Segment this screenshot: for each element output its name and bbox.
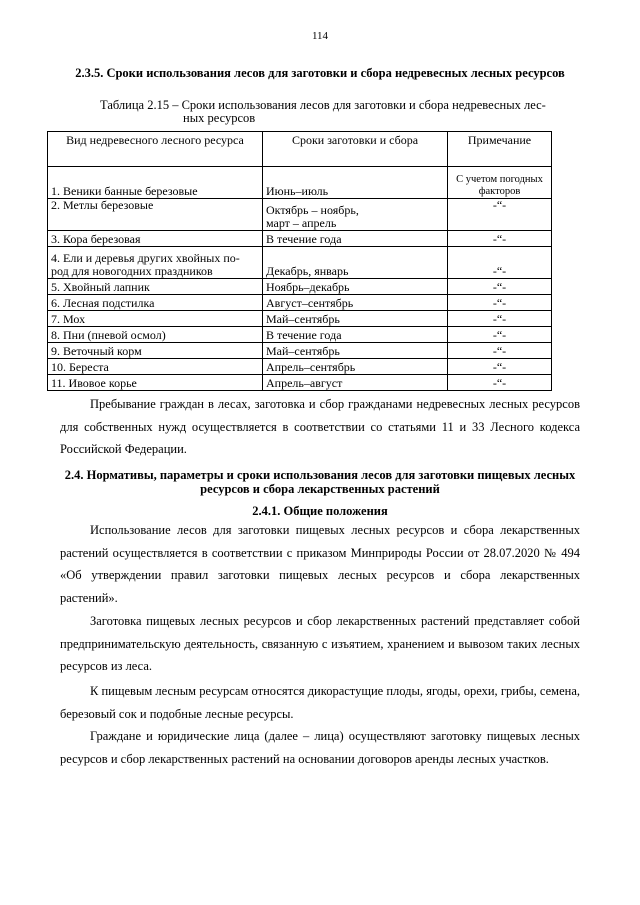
cell-note: -“- [448,343,552,359]
table-row [48,359,552,375]
cell-period: Август–сентябрь [263,295,448,311]
cell-period: В течение года [263,231,448,247]
cell-resource-line-2: род для новогодних праздников [51,264,213,278]
paragraph-lease-basis: Граждане и юридические лица (далее – лица) осуществляют заготовку пищевых лесных ресурсов и сбор лекарственных растений на основании договоров аренды лесных участков. [60,729,580,766]
cell-note: -“- [448,279,552,295]
table-row [48,295,552,311]
cell-note: -“- [448,375,552,391]
cell-resource: 10. Береста [48,359,263,375]
cell-period-line-2: март – апрель [266,216,337,230]
cell-note: -“- [448,311,552,327]
paragraph-food-resources: К пищевым лесным ресурсам относятся дикорастущие плоды, ягоды, орехи, грибы, семена, березовый сок и подобные лесные ресурсы. [60,684,580,721]
table-row [48,327,552,343]
cell-note: -“- [448,231,552,247]
cell-note: С учетом погодных факторов [448,167,552,199]
table-row [48,279,552,295]
cell-resource: 11. Ивовое корье [48,375,263,391]
header-note: Примечание [448,132,552,167]
cell-resource: 9. Веточный корм [48,343,263,359]
table-row [48,311,552,327]
resources-table [47,131,552,391]
cell-resource: 7. Мох [48,311,263,327]
cell-note: -“- [448,359,552,375]
cell-resource-line-1: 4. Ели и деревья других хвойных по- [51,251,240,265]
cell-period: Ноябрь–декабрь [263,279,448,295]
cell-note: -“- [448,295,552,311]
table-row [48,231,552,247]
cell-period: Май–сентябрь [263,343,448,359]
cell-period: Апрель–сентябрь [263,359,448,375]
table-row [48,247,552,279]
table-header-row [48,132,552,167]
section-2-4-1-title: 2.4.1. Общие положения [252,504,388,518]
page-number: 114 [311,30,329,42]
cell-resource: 5. Хвойный лапник [48,279,263,295]
cell-note: -“- [448,247,552,279]
cell-period: В течение года [263,327,448,343]
cell-note: -“- [448,327,552,343]
section-2-3-5-title: 2.3.5. Сроки использования лесов для заготовки и сбора недревесных лесных ресурсов [75,66,565,80]
header-resource: Вид недревесного лесного ресурса [48,132,263,167]
cell-resource: 8. Пни (пневой осмол) [48,327,263,343]
table-row [48,167,552,199]
header-period: Сроки заготовки и сбора [263,132,448,167]
cell-period: Июнь–июль [263,167,448,199]
cell-resource: 1. Веники банные березовые [48,167,263,199]
cell-resource: 3. Кора березовая [48,231,263,247]
cell-period: Май–сентябрь [263,311,448,327]
cell-resource: 2. Метлы березовые [48,199,263,231]
table-row [48,343,552,359]
cell-note: -“- [448,199,552,231]
table-row [48,375,552,391]
paragraph-forest-stay: Пребывание граждан в лесах, заготовка и сбор гражданами недревесных лесных ресурсов для собственных нужд осуществляется в соответствии со статьями 11 и 33 Лесного кодекса Российской Федерации. [60,397,580,456]
table-row [48,199,552,231]
table-caption [100,99,555,125]
paragraph-business-activity: Заготовка пищевых лесных ресурсов и сбор лекарственных растений представляет собой предпринимательскую деятельность, связанную с изъятием, хранением и вывозом таких лесных ресурсов из леса. [60,614,580,673]
paragraph-legal-basis: Использование лесов для заготовки пищевых лесных ресурсов и сбора лекарственных растений осуществляется в соответствии с приказом Минприроды России от 28.07.2020 № 494 «Об утверждении правил заготовки пищевых лесных ресурсов и сбора лекарственных растений». [60,523,580,605]
table-caption-line-2: ных ресурсов [183,111,256,125]
cell-resource [48,247,263,279]
cell-period: Декабрь, январь [263,247,448,279]
cell-resource: 6. Лесная подстилка [48,295,263,311]
section-2-4-title: 2.4. Нормативы, параметры и сроки использования лесов для заготовки пищевых лесных ресурсов и сбора лекарственных растений [64,468,576,496]
cell-period: Апрель–август [263,375,448,391]
cell-period [263,199,448,231]
table-caption-line-1: Таблица 2.15 – Сроки использования лесов для заготовки и сбора недревесных лес- [100,98,546,112]
cell-period-line-1: Октябрь – ноябрь, [266,203,359,217]
